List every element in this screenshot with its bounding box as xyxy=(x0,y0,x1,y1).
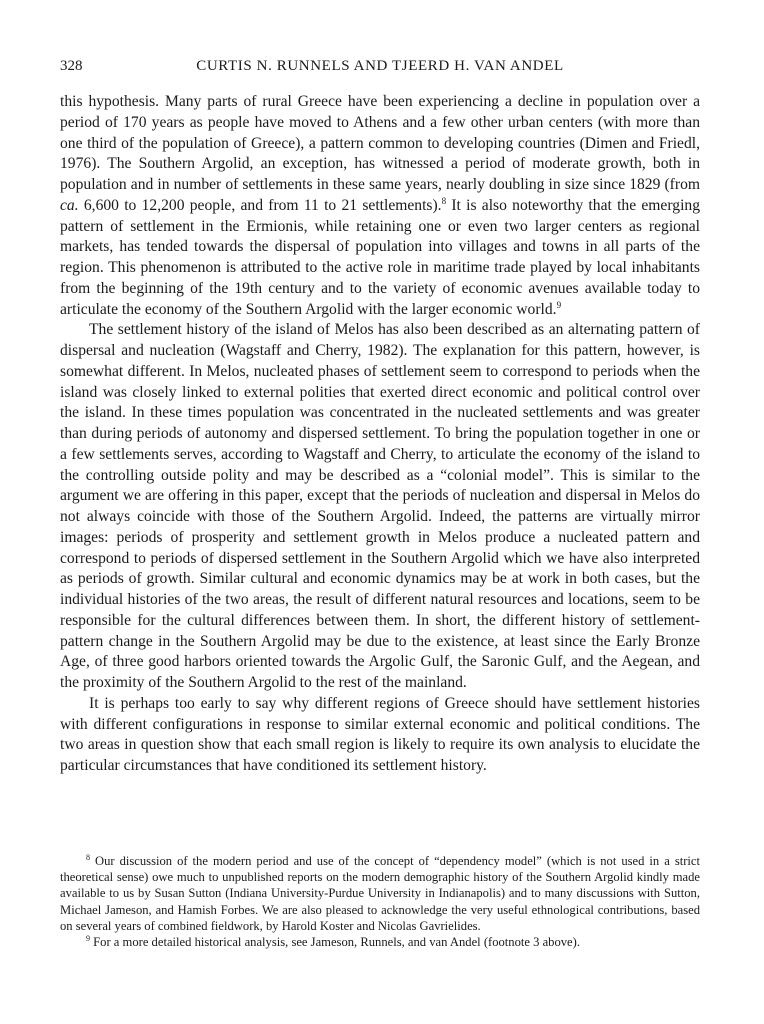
page-header xyxy=(60,58,700,80)
footnotes xyxy=(60,853,700,950)
running-head: CURTIS N. RUNNELS AND TJEERD H. VAN ANDEL xyxy=(196,58,564,74)
footnote-9-text: For a more detailed historical analysis, see Jameson, Runnels, and van Andel (footnote 3 above). xyxy=(90,935,580,950)
paragraph-3: It is perhaps too early to say why different regions of Greece should have settlement histories with different configurations in response to similar external economic and political conditions. The two areas in question show that each small region is likely to require its own analysis to elucidate the particular circumstances that have conditioned its settlement history. xyxy=(60,694,700,774)
footnote-ref-9[interactable]: 9 xyxy=(556,299,562,310)
page-number: 328 xyxy=(60,58,83,74)
paragraph-1-part-c: It is also noteworthy that the emerging pattern of settlement in the Ermionis, while retaining one or even two larger centers as regional markets, has tended towards the dispersal of population into villages and towns in all parts of the region. This phenomenon is attributed to the active role in maritime trade played by local inhabitants from the beginning of the 19th century and to the variety of economic avenues available today to articulate the economy of the Southern Argolid with the larger economic world. xyxy=(60,196,700,318)
paragraph-1-part-a: this hypothesis. Many parts of rural Greece have been experiencing a decline in population over a period of 170 years as people have moved to Athens and a few other urban centers (with more than one third of the population of Greece), a pattern common to developing countries (Dimen and Friedl, 1976). The Southern Argolid, an exception, has witnessed a period of moderate growth, both in population and in number of settlements in these same years, nearly doubling in size since 1829 (from xyxy=(60,93,700,193)
footnote-8-text: Our discussion of the modern period and use of the concept of “dependency model” (which is not used in a strict theoretical sense) owe much to unpublished reports on the modern demographic history of the Southern Argolid kindly made available to us by Susan Sutton (Indiana University-Purdue University in Indianapolis) and to many discussions with Sutton, Michael Jameson, and Hamish Forbes. We are also pleased to acknowledge the very useful ethnological contributions, based on several years of combined fieldwork, by Harold Koster and Nicolas Gavrielides. xyxy=(60,854,700,933)
body-text xyxy=(60,92,700,777)
paragraph-1 xyxy=(60,92,700,320)
footnote-8 xyxy=(60,853,700,934)
footnote-ref-8[interactable]: 8 xyxy=(441,195,447,206)
footnote-9 xyxy=(60,934,700,950)
circa-abbreviation: ca. xyxy=(60,196,79,214)
footnote-8-mark: 8 xyxy=(86,852,90,862)
paragraph-2: The settlement history of the island of Melos has also been described as an alternating pattern of dispersal and nucleation (Wagstaff and Cherry, 1982). The explanation for this pattern, however, is somewhat different. In Melos, nucleated phases of settlement seem to correspond to periods when the island was closely linked to external polities that exerted direct economic and political control over the island. In these times population was concentrated in the nucleated settlements and was greater than during periods of autonomy and dispersed settlement. To bring the population together in one or a few settlements serves, according to Wagstaff and Cherry, to articulate the economy of the island to the controlling outside polity and may be described as a “colonial model”. This is similar to the argument we are offering in this paper, except that the periods of nucleation and dispersal in Melos do not always coincide with those of the Southern Argolid. Indeed, the patterns are virtually mirror images: periods of prosperity and settlement growth in Melos produce a nucleated pattern and correspond to periods of dispersed settlement in the Southern Argolid which we have also interpreted as periods of growth. Similar cultural and economic dynamics may be at work in both cases, but the individual histories of the two areas, the result of different natural resources and locations, seem to be responsible for the cultural differences between them. In short, the different history of settlement-pattern change in the Southern Argolid may be due to the existence, at least since the Early Bronze Age, of three good harbors oriented towards the Argolic Gulf, the Saronic Gulf, and the Aegean, and the proximity of the Southern Argolid to the rest of the mainland. xyxy=(60,321,700,691)
paragraph-1-part-b: 6,600 to 12,200 people, and from 11 to 21 settlements). xyxy=(78,196,442,214)
footnote-9-mark: 9 xyxy=(86,933,90,943)
